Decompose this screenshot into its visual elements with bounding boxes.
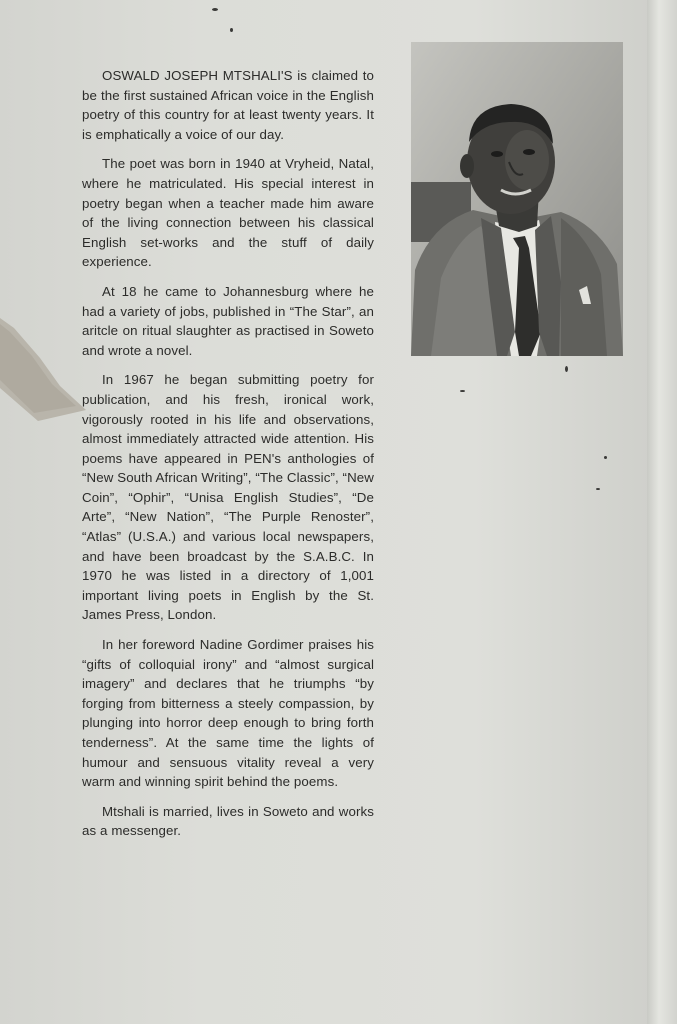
torn-paper-corner xyxy=(0,318,90,428)
dust-speck xyxy=(230,28,233,32)
dust-speck xyxy=(212,8,218,11)
dust-speck xyxy=(596,488,600,490)
bio-paragraph: In her foreword Nadine Gordimer praises his “gifts of colloquial irony” and “almost surgical imagery” and declares that he triumphs “by forging from bitterness a steely compassion, by plunging into horror deep enough to bring forth tenderness”. At the same time the lights of humour and sensuous vitality reveal a very warm and winning spirit behind the poems. xyxy=(82,637,374,790)
author-biography xyxy=(82,66,374,851)
bio-paragraph: In 1967 he began submitting poetry for publication, and his fresh, ironical work, vigorously rooted in his life and observations, almost immediately attracted wide attention. His poems have appeared in PEN's anthologies of “New South African Writing”, “The Classic”, “New Coin”, “Ophir”, “Unisa English Studies”, “De Arte”, “New Nation”, “The Purple Renoster”, “Atlas” (U.S.A.) and various local newspapers, and have been broadcast by the S.A.B.C. In 1970 he was listed in a directory of 1,001 important living poets in English by the St. James Press, London. xyxy=(82,372,374,623)
cover-edge xyxy=(647,0,677,1024)
dust-speck xyxy=(604,456,607,459)
dust-speck xyxy=(565,366,568,372)
bio-paragraph: The poet was born in 1940 at Vryheid, Natal, where he matriculated. His special interest in poetry began when a teacher made him aware of the living connection between his classical English set-works and the stuff of daily experience. xyxy=(82,156,374,270)
bio-paragraph: OSWALD JOSEPH MTSHALI'S is claimed to be the first sustained African voice in the English poetry of this country for at least twenty years. It is emphatically a voice of our day. xyxy=(82,68,374,142)
bio-paragraph: Mtshali is married, lives in Soweto and works as a messenger. xyxy=(82,803,374,839)
bio-paragraph: At 18 he came to Johannesburg where he had a variety of jobs, published in “The Star”, an aritcle on ritual slaughter as practised in Soweto and wrote a novel. xyxy=(82,283,374,358)
dust-speck xyxy=(460,390,465,392)
author-portrait-photo xyxy=(411,42,623,356)
